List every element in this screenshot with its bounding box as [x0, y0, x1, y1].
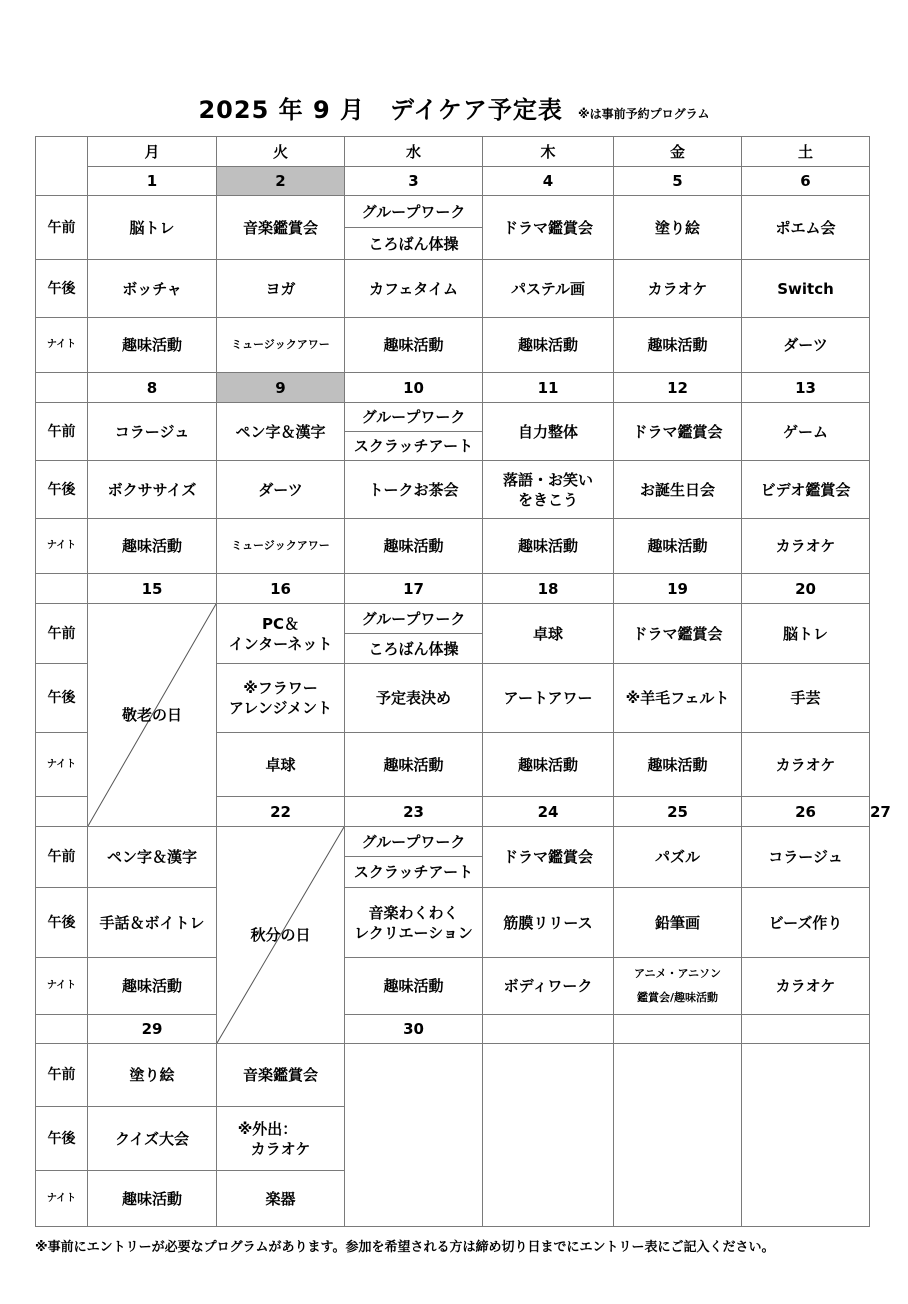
slot-label-am: 午前: [36, 827, 88, 888]
date-row-blank: [36, 797, 88, 827]
date-cell: 6: [742, 167, 870, 196]
pm-row-week4: [36, 888, 870, 958]
date-cell: 19: [614, 574, 742, 604]
date-cell: 2: [217, 167, 345, 196]
activity-cell: ダーツ: [742, 318, 870, 373]
activity-cell: 趣味活動: [88, 958, 217, 1015]
activity-cell: ビーズ作り: [742, 888, 870, 958]
date-cell-empty: [483, 1015, 614, 1044]
date-cell: 26: [742, 797, 870, 827]
activity-cell: 音楽鑑賞会: [217, 196, 345, 260]
schedule-table: [35, 136, 891, 1227]
activity-cell: ボディワーク: [483, 958, 614, 1015]
page-subtitle: ※は事前予約プログラム: [577, 107, 710, 121]
slot-label-pm: 午後: [36, 888, 88, 958]
date-cell: 17: [345, 574, 483, 604]
date-cell: 30: [345, 1015, 483, 1044]
activity-cell: ミュージックアワー: [217, 318, 345, 373]
slot-label-am: 午前: [36, 1044, 88, 1107]
weekday-wed: 水: [345, 137, 483, 167]
activity-cell: 筋膜リリース: [483, 888, 614, 958]
activity-line: 音楽わくわく: [368, 903, 459, 922]
date-cell-empty: [742, 1015, 870, 1044]
activity-cell: 趣味活動: [614, 318, 742, 373]
activity-cell: 予定表決め: [345, 664, 483, 733]
slot-label-pm: 午後: [36, 260, 88, 318]
activity-cell: 趣味活動: [345, 519, 483, 574]
date-cell: 12: [614, 373, 742, 403]
activity-cell: コラージュ: [88, 403, 217, 461]
activity-line: 落語・お笑い: [502, 470, 593, 489]
activity-cell: 趣味活動: [483, 318, 614, 373]
activity-cell: ペン字＆漢字: [217, 403, 345, 461]
activity-cell: Switch: [742, 260, 870, 318]
date-cell: 10: [345, 373, 483, 403]
activity-cell: ビデオ鑑賞会: [742, 461, 870, 519]
date-cell: 25: [614, 797, 742, 827]
date-cell: 9: [217, 373, 345, 403]
activity-cell: カフェタイム: [345, 260, 483, 318]
am-row-week1: [36, 196, 870, 228]
activity-cell: アートアワー: [483, 664, 614, 733]
date-cell: 18: [483, 574, 614, 604]
date-row-blank: [36, 574, 88, 604]
activity-cell: スクラッチアート: [345, 432, 483, 461]
date-row-week3: [36, 574, 870, 604]
date-row-week2: [36, 373, 870, 403]
activity-line: をきこう: [517, 490, 578, 509]
activity-cell: 自力整体: [483, 403, 614, 461]
slot-label-am: 午前: [36, 604, 88, 664]
date-row-week4: 22 23 24 25 26 27: [36, 797, 870, 827]
activity-cell: ヨガ: [217, 260, 345, 318]
activity-cell: 趣味活動: [88, 318, 217, 373]
slot-label-pm: 午後: [36, 461, 88, 519]
activity-line: ※外出：: [237, 1119, 298, 1138]
activity-line: カラオケ: [250, 1139, 311, 1158]
activity-cell: グループワーク: [345, 403, 483, 432]
activity-cell: ※羊毛フェルト: [614, 664, 742, 733]
activity-cell: 鉛筆画: [614, 888, 742, 958]
date-cell: 23: [345, 797, 483, 827]
activity-cell: 音楽鑑賞会: [217, 1044, 345, 1107]
activity-cell: 卓球: [483, 604, 614, 664]
weekday-mon: 月: [88, 137, 217, 167]
activity-cell: ダーツ: [217, 461, 345, 519]
activity-cell: 塗り絵: [88, 1044, 217, 1107]
activity-cell: カラオケ: [742, 519, 870, 574]
activity-line: アニメ・アニソン: [634, 967, 721, 980]
activity-cell: コラージュ: [742, 827, 870, 888]
activity-cell: [483, 461, 614, 519]
date-cell: 5: [614, 167, 742, 196]
activity-cell: [614, 958, 742, 1015]
date-cell: 11: [483, 373, 614, 403]
activity-cell: 趣味活動: [88, 519, 217, 574]
activity-cell: 脳トレ: [742, 604, 870, 664]
activity-line: インターネット: [228, 634, 333, 653]
activity-cell: ゲーム: [742, 403, 870, 461]
activity-cell: 手芸: [742, 664, 870, 733]
activity-cell: ドラマ鑑賞会: [483, 196, 614, 260]
empty-cell: [742, 1044, 870, 1227]
activity-line: ※フラワー: [243, 679, 318, 697]
date-cell: 3: [345, 167, 483, 196]
date-cell: 4: [483, 167, 614, 196]
slot-label-night: ナイト: [36, 733, 88, 797]
activity-cell: カラオケ: [742, 958, 870, 1015]
activity-line: レクリエーション: [354, 923, 473, 942]
activity-cell: ペン字＆漢字: [88, 827, 217, 888]
date-cell: 1: [88, 167, 217, 196]
am-row-week5: [36, 1044, 870, 1107]
activity-cell: ドラマ鑑賞会: [614, 604, 742, 664]
date-cell: 15: [88, 574, 217, 604]
activity-cell: ボッチャ: [88, 260, 217, 318]
page-title: 2025 年 9 月 デイケア予定表: [198, 96, 563, 124]
activity-cell: トークお茶会: [345, 461, 483, 519]
activity-cell: [217, 604, 345, 664]
activity-cell: グループワーク: [345, 196, 483, 228]
am-row-week3: [36, 604, 870, 634]
footer-note: ※事前にエントリーが必要なプログラムがあります。参加を希望される方は締め切り日までにエントリー表にご記入ください。: [35, 1240, 775, 1255]
activity-cell: [217, 1107, 345, 1171]
activity-cell: 趣味活動: [483, 519, 614, 574]
activity-cell: パズル: [614, 827, 742, 888]
activity-cell: [345, 888, 483, 958]
slot-label-am: 午前: [36, 403, 88, 461]
activity-cell: カラオケ: [614, 260, 742, 318]
night-row-week2: [36, 519, 870, 574]
am-row-week2: [36, 403, 870, 432]
holiday-cell: [88, 604, 217, 827]
activity-cell: 趣味活動: [614, 519, 742, 574]
am-row-week4: [36, 827, 870, 857]
activity-line: 鑑賞会/趣味活動: [636, 991, 719, 1004]
activity-cell: [217, 664, 345, 733]
activity-cell: クイズ大会: [88, 1107, 217, 1171]
slot-label-night: ナイト: [36, 318, 88, 373]
slot-label-night: ナイト: [36, 519, 88, 574]
holiday-label: 秋分の日: [250, 926, 311, 944]
slot-label-pm: 午後: [36, 1107, 88, 1171]
activity-cell: お誕生日会: [614, 461, 742, 519]
activity-cell: グループワーク: [345, 604, 483, 634]
activity-cell: ポエム会: [742, 196, 870, 260]
activity-cell: ドラマ鑑賞会: [614, 403, 742, 461]
activity-line: アレンジメント: [228, 699, 333, 717]
date-cell: 24: [483, 797, 614, 827]
activity-cell: ボクササイズ: [88, 461, 217, 519]
slot-label-night: ナイト: [36, 1171, 88, 1227]
date-row-blank: [36, 373, 88, 403]
activity-cell: ドラマ鑑賞会: [483, 827, 614, 888]
date-row-blank: [36, 1015, 88, 1044]
activity-cell: 卓球: [217, 733, 345, 797]
weekday-header-row: [36, 137, 870, 167]
activity-cell: 脳トレ: [88, 196, 217, 260]
slot-label-night: ナイト: [36, 958, 88, 1015]
holiday-cell: [217, 827, 345, 1044]
activity-cell: ミュージックアワー: [217, 519, 345, 574]
date-cell: 13: [742, 373, 870, 403]
activity-cell: パステル画: [483, 260, 614, 318]
date-cell: 29: [88, 1015, 217, 1044]
date-cell: 20: [742, 574, 870, 604]
empty-cell: [345, 1044, 483, 1227]
weekday-tue: 火: [217, 137, 345, 167]
date-row-week5: [36, 1015, 870, 1044]
pm-row-week1: [36, 260, 870, 318]
date-row-week1: [36, 167, 870, 196]
weekday-sat: 土: [742, 137, 870, 167]
activity-cell: ころばん体操: [345, 634, 483, 664]
activity-cell: スクラッチアート: [345, 857, 483, 888]
corner-cell: [36, 137, 88, 196]
slot-label-pm: 午後: [36, 664, 88, 733]
date-cell: 8: [88, 373, 217, 403]
empty-cell: [483, 1044, 614, 1227]
activity-cell: 趣味活動: [483, 733, 614, 797]
page-title-block: [0, 90, 908, 125]
holiday-label: 敬老の日: [121, 706, 182, 724]
activity-cell: 手話＆ボイトレ: [88, 888, 217, 958]
weekday-fri: 金: [614, 137, 742, 167]
pm-row-week2: [36, 461, 870, 519]
activity-cell: ころばん体操: [345, 228, 483, 260]
activity-cell: カラオケ: [742, 733, 870, 797]
date-cell: 22: [217, 797, 345, 827]
night-row-week1: [36, 318, 870, 373]
activity-cell: 趣味活動: [88, 1171, 217, 1227]
activity-cell: 趣味活動: [345, 318, 483, 373]
date-cell: 16: [217, 574, 345, 604]
activity-cell: 趣味活動: [345, 733, 483, 797]
weekday-thu: 木: [483, 137, 614, 167]
activity-cell: グループワーク: [345, 827, 483, 857]
empty-cell: [614, 1044, 742, 1227]
activity-cell: 塗り絵: [614, 196, 742, 260]
activity-cell: 趣味活動: [614, 733, 742, 797]
activity-cell: 趣味活動: [345, 958, 483, 1015]
night-row-week4: [36, 958, 870, 1015]
slot-label-am: 午前: [36, 196, 88, 260]
date-cell-empty: [614, 1015, 742, 1044]
activity-cell: 楽器: [217, 1171, 345, 1227]
activity-line: PC＆: [261, 614, 299, 633]
